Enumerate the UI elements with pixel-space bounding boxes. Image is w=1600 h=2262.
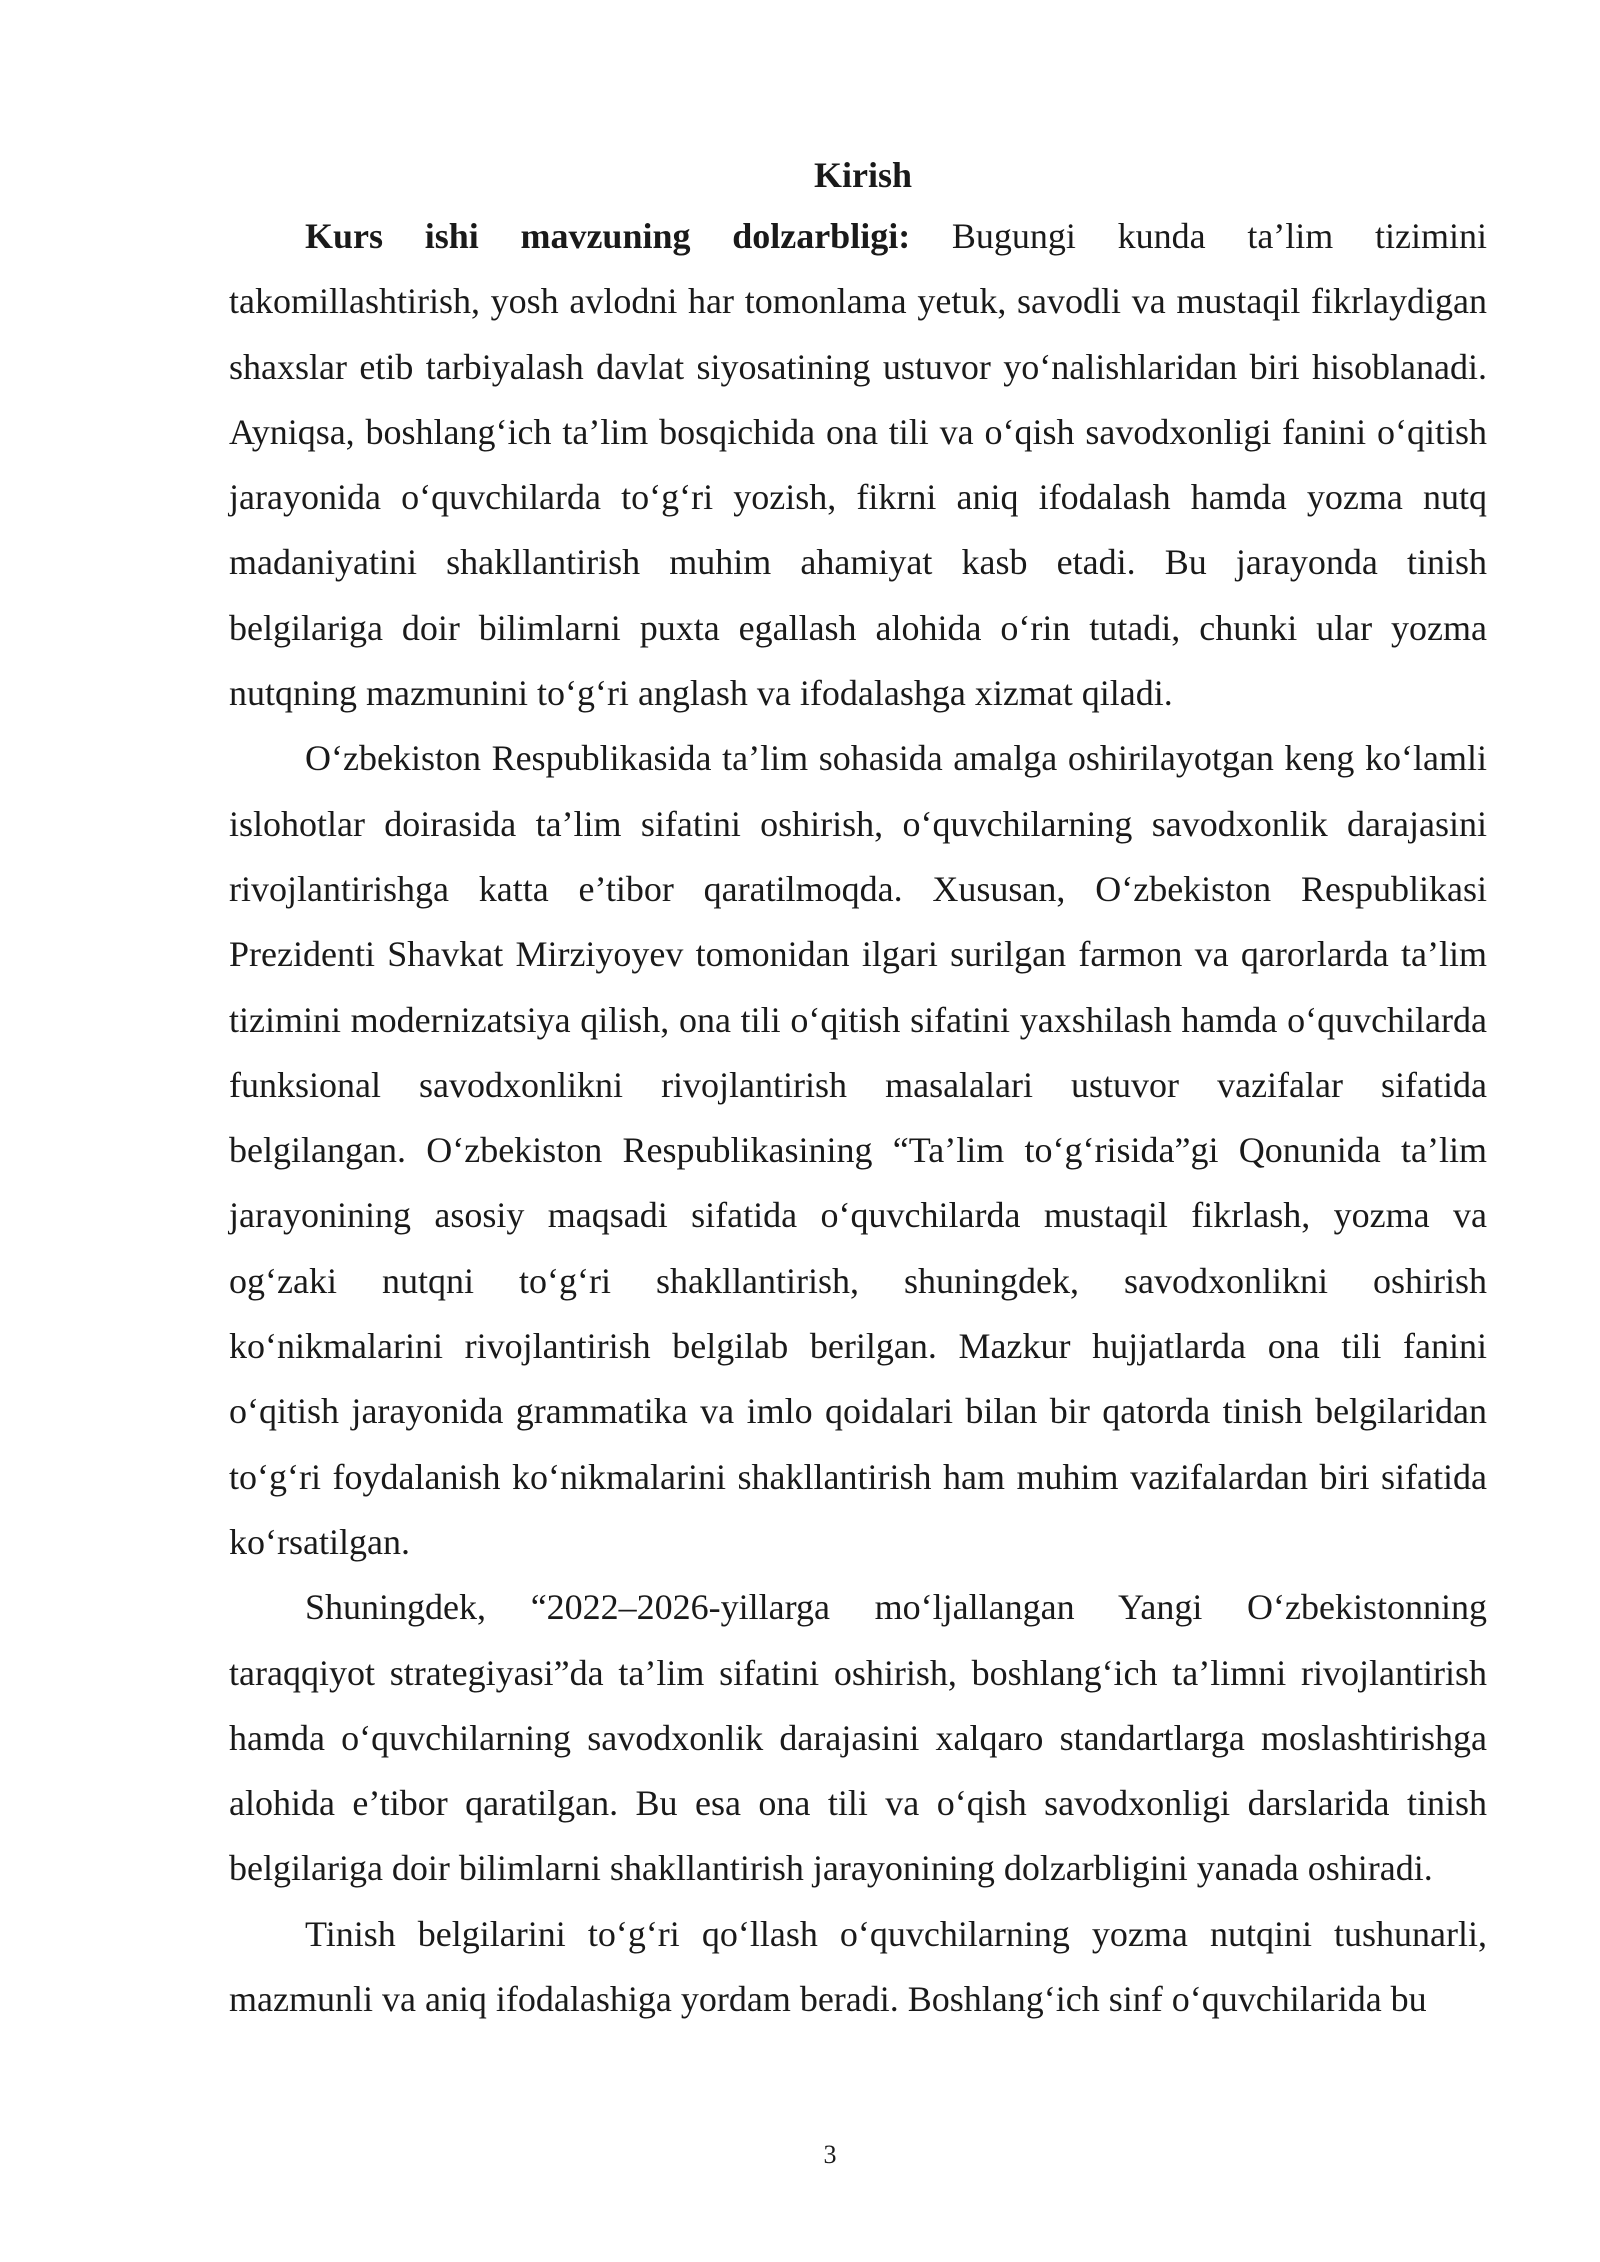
paragraph-1-text: Bugungi kunda ta’lim tizimini takomillashtirish, yosh avlodni har tomonlama yetuk, savodli va mustaqil fikrlaydigan shaxslar etib tarbiyalash davlat siyosatining ustuvor yo‘nalishlaridan biri hisoblanadi. Ayniqsa, boshlang‘ich ta’lim bosqichida ona tili va o‘qish savodxonligi fanini o‘qitish jarayonida o‘quvchilarda to‘g‘ri yozish, fikrni aniq ifodalash hamda yozma nutq madaniyatini shakllantirish muhim ahamiyat kasb etadi. Bu jarayonda tinish belgilariga doir bilimlarni puxta egallash alohida o‘rin tutadi, chunki ular yozma nutqning mazmunini to‘g‘ri anglash va ifodalashga xizmat qiladi. xyxy=(229,216,1488,714)
paragraph-4: Tinish belgilarini to‘g‘ri qo‘llash o‘quvchilarning yozma nutqini tushunarli, mazmunli va aniq ifodalashiga yordam beradi. Boshlang‘ich sinf o‘quvchilarida bu xyxy=(229,1913,1487,2020)
paragraph-2: O‘zbekiston Respublikasida ta’lim sohasida amalga oshirilayotgan keng ko‘lamli islohotlar doirasida ta’lim sifatini oshirish, o‘quvchilarning savodxonlik darajasini rivojlantirishga katta e’tibor qaratilmoqda. Xususan, O‘zbekiston Respublikasi Prezidenti Shavkat Mirziyoyev tomonidan ilgari surilgan farmon va qarorlarda ta’lim tizimini modernizatsiya qilish, ona tili o‘qitish sifatini yaxshilash hamda o‘quvchilarda funksional savodxonlikni rivojlantirish masalalari ustuvor vazifalar sifatida belgilangan. O‘zbekiston Respublikasining “Ta’lim to‘g‘risida”gi Qonunida ta’lim jarayonining asosiy maqsadi sifatida o‘quvchilarda mustaqil fikrlash, yozma va og‘zaki nutqni to‘g‘ri shakllantirish, shuningdek, savodxonlikni oshirish ko‘nikmalarini rivojlantirish belgilab berilgan. Mazkur hujjatlarda ona tili fanini o‘qitish jarayonida grammatika va imlo qoidalari bilan bir qatorda tinish belgilaridan to‘g‘ri foydalanish ko‘nikmalarini shakllantirish ham muhim vazifalardan biri sifatida ko‘rsatilgan. xyxy=(229,738,1487,1562)
paragraph-3: Shuningdek, “2022–2026-yillarga mo‘ljallangan Yangi O‘zbekistonning taraqqiyot strategiyasi”da ta’lim sifatini oshirish, boshlang‘ich ta’limni rivojlantirish hamda o‘quvchilarning savodxonlik darajasini xalqaro standartlarga moslashtirishga alohida e’tibor qaratilgan. Bu esa ona tili va o‘qish savodxonligi darslarida tinish belgilariga doir bilimlarni shakllantirish jarayonining dolzarbligini yanada oshiradi. xyxy=(229,1587,1487,1889)
paragraph-1 xyxy=(229,204,1487,726)
page-content xyxy=(229,146,1487,2032)
intro-lead-label: Kurs ishi mavzuning dolzarbligi: xyxy=(305,216,911,256)
section-heading: Kirish xyxy=(813,155,912,195)
page-number: 3 xyxy=(823,2140,837,2169)
